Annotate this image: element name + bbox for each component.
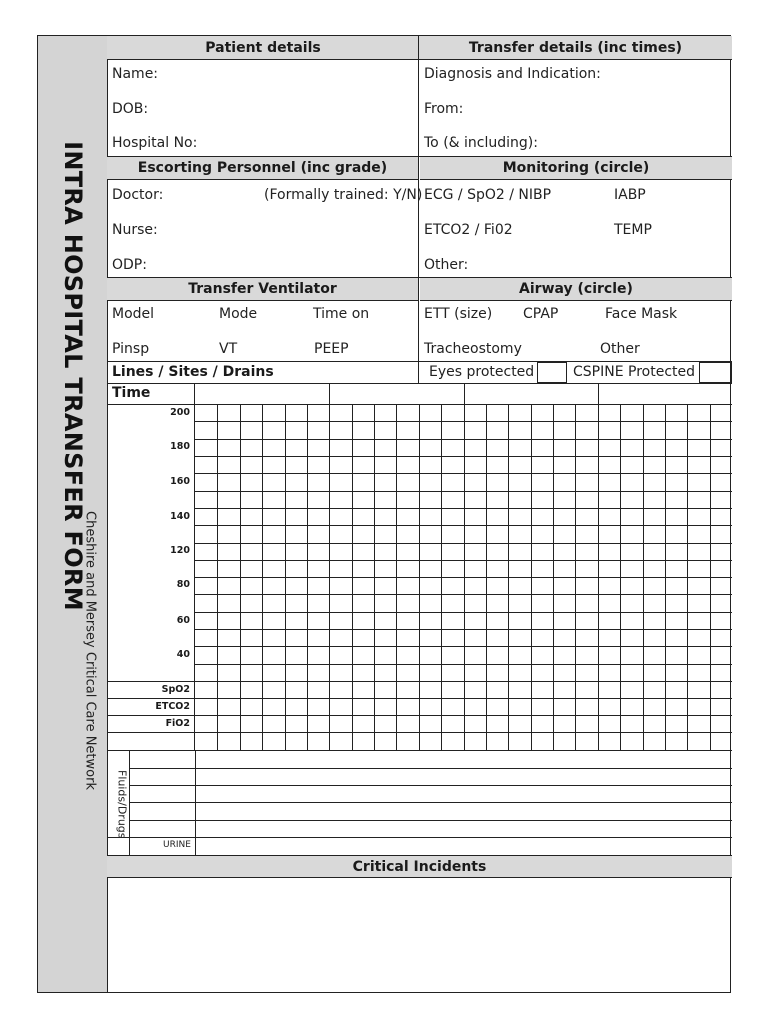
form-subtitle: Cheshire and Mersey Critical Care Network [82,511,98,790]
critical-incidents-area[interactable] [107,878,732,992]
grid-row-line [195,715,732,716]
time-label: Time [112,385,151,401]
fluids-row[interactable] [129,802,732,803]
vent-vt-field[interactable]: VT [219,341,238,357]
vent-model-field[interactable]: Model [112,306,155,322]
urine-label: URINE [163,840,191,850]
grid-row-line [195,612,732,613]
y-label-140: 140 [170,511,190,522]
grid-row-line [195,543,732,544]
column-divider [418,36,419,383]
eyes-protected-checkbox[interactable] [537,362,567,383]
fluids-row[interactable] [107,837,732,838]
monitoring-etco2-option[interactable]: ETCO2 / Fi02 [424,222,513,238]
grid-row-line [195,560,732,561]
grid-row-line [195,577,732,578]
transfer-form [37,35,731,993]
grid-row-line [195,732,732,733]
transfer-details-header: Transfer details (inc times) [419,36,732,60]
grid-row-line [195,439,732,440]
param-label-etco2: ETCO2 [155,701,190,712]
grid-row-line [195,664,732,665]
vent-mode-field[interactable]: Mode [219,306,258,322]
airway-header: Airway (circle) [420,278,732,301]
param-label-fio2: FiO2 [165,718,190,729]
fluids-row[interactable] [129,820,732,821]
airway-facemask-option[interactable]: Face Mask [605,306,678,322]
y-label-160: 160 [170,476,190,487]
critical-incidents-header: Critical Incidents [107,856,732,878]
fluids-row[interactable] [129,785,732,786]
to-field[interactable]: To (& including): [424,135,538,151]
divider [107,715,194,716]
diagnosis-field[interactable]: Diagnosis and Indication: [424,66,601,82]
grid-row-line [195,508,732,509]
cspine-protected-checkbox[interactable] [699,362,732,383]
formally-trained-field[interactable]: (Formally trained: Y/N) [264,187,423,203]
grid-row-line [195,456,732,457]
grid-row-line [195,404,732,405]
grid-row-line [195,525,732,526]
y-label-60: 60 [176,615,190,626]
dob-field[interactable]: DOB: [112,101,149,117]
grid-row-line [195,491,732,492]
divider [107,750,732,751]
fluids-drugs-label: Fluids/Drugs [115,770,129,839]
odp-field[interactable]: ODP: [112,257,147,273]
y-label-200: 200 [170,407,190,418]
escorting-header: Escorting Personnel (inc grade) [107,157,418,180]
nurse-field[interactable]: Nurse: [112,222,158,238]
from-field[interactable]: From: [424,101,464,117]
airway-tracheostomy-option[interactable]: Tracheostomy [424,341,522,357]
divider [107,732,194,733]
fluids-row[interactable] [129,768,732,769]
monitoring-other-field[interactable]: Other: [424,257,469,273]
vent-time-on-field[interactable]: Time on [313,306,370,322]
lines-sites-drains-label: Lines / Sites / Drains [112,364,274,380]
monitoring-header: Monitoring (circle) [420,157,732,180]
name-field[interactable]: Name: [112,66,159,82]
hospital-no-field[interactable]: Hospital No: [112,135,198,151]
grid-row-line [195,629,732,630]
form-title: INTRA HOSPITAL TRANSFER FORM [59,141,87,611]
y-label-120: 120 [170,545,190,556]
divider [107,404,194,405]
divider [107,361,732,362]
grid-row-line [195,594,732,595]
y-label-80: 80 [176,579,190,590]
monitoring-temp-option[interactable]: TEMP [614,222,652,238]
divider [107,681,194,682]
form-sidebar [38,36,108,992]
grid-row-line [195,681,732,682]
doctor-field[interactable]: Doctor: [112,187,164,203]
monitoring-ecg-option[interactable]: ECG / SpO2 / NIBP [424,187,552,203]
airway-other-option[interactable]: Other [600,341,640,357]
y-label-180: 180 [170,441,190,452]
airway-cpap-option[interactable]: CPAP [523,306,559,322]
cspine-protected-label: CSPINE Protected [573,364,696,380]
patient-details-header: Patient details [107,36,419,60]
y-label-40: 40 [176,649,190,660]
ventilator-header: Transfer Ventilator [107,278,418,301]
divider [107,383,732,384]
grid-row-line [195,473,732,474]
form-body [107,36,730,992]
param-label-spo2: SpO2 [161,684,190,695]
monitoring-iabp-option[interactable]: IABP [614,187,646,203]
divider [107,698,194,699]
vent-peep-field[interactable]: PEEP [314,341,349,357]
grid-row-line [195,421,732,422]
vent-pinsp-field[interactable]: Pinsp [112,341,150,357]
eyes-protected-label: Eyes protected [429,364,535,380]
grid-row-line [195,698,732,699]
airway-ett-option[interactable]: ETT (size) [424,306,493,322]
grid-row-line [195,646,732,647]
